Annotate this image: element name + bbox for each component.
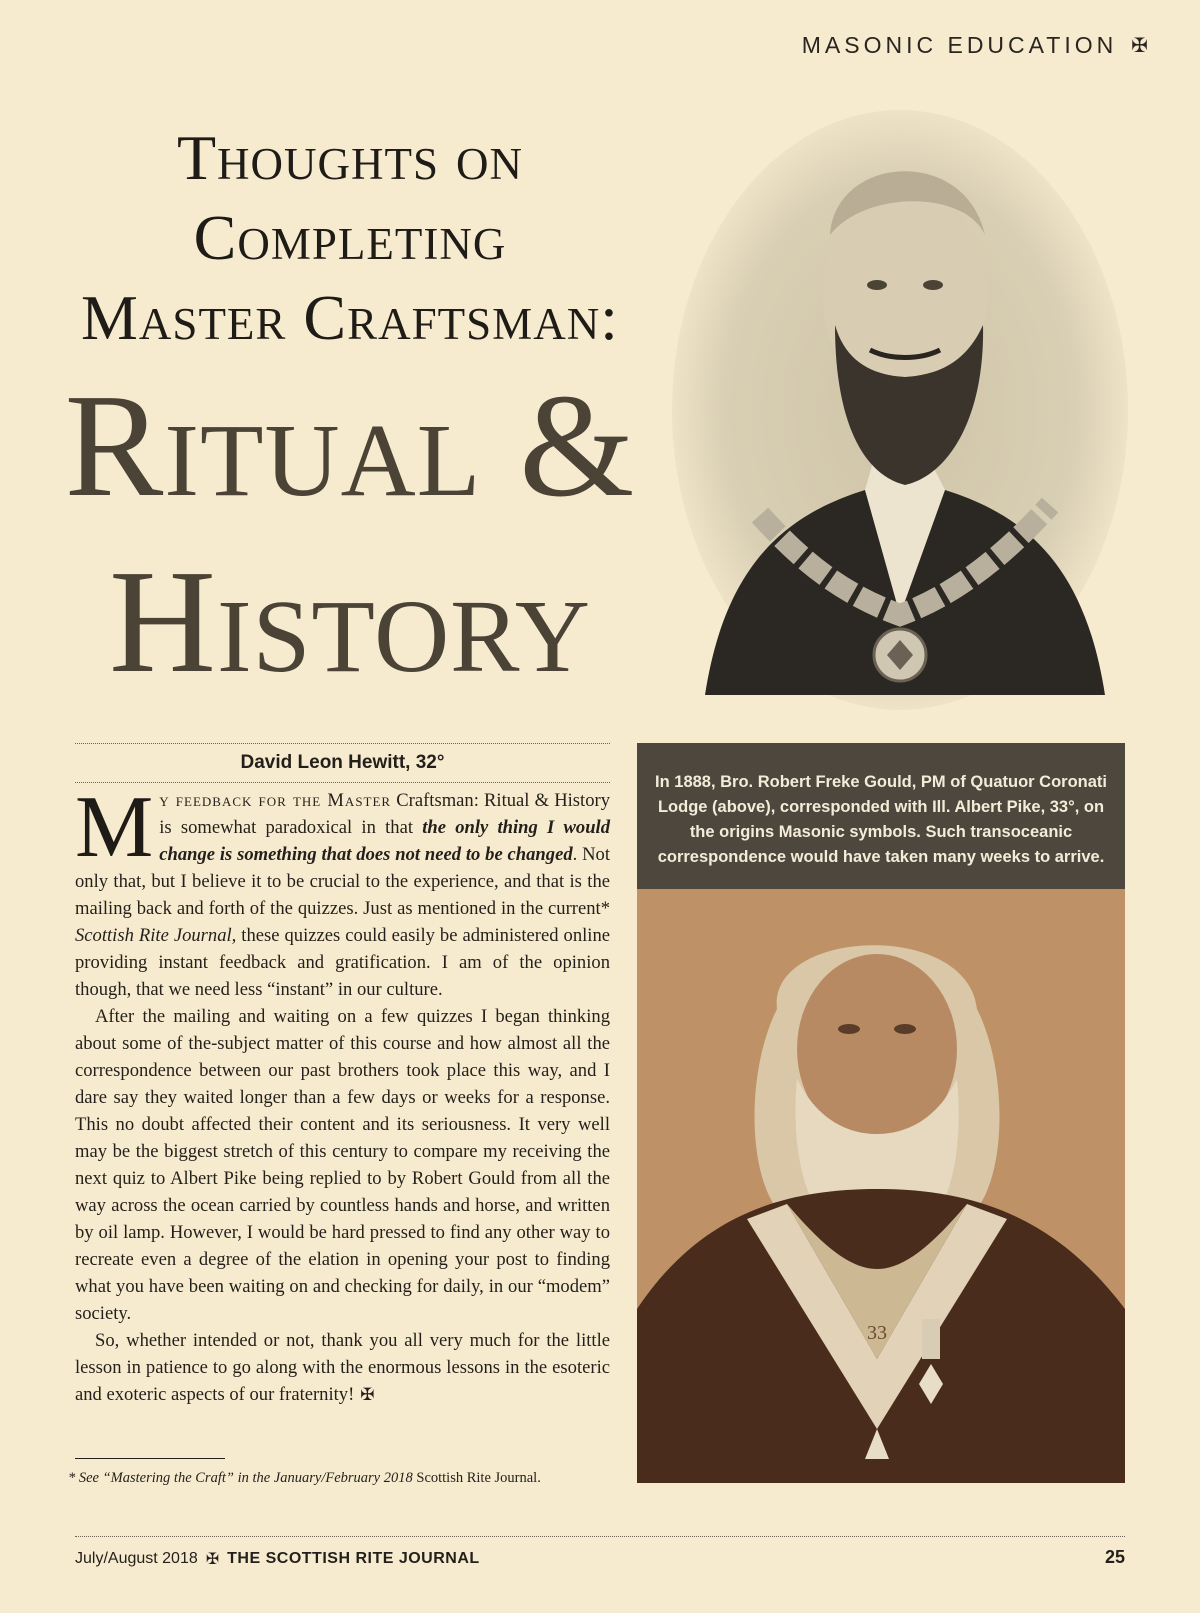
title-line-2: Completing	[193, 202, 507, 273]
badge-33-text: 33	[867, 1322, 887, 1344]
sepia-photo-portrait-icon	[637, 889, 1125, 1483]
footnote-rule	[75, 1458, 225, 1459]
title-line-3: Master Craftsman:	[81, 282, 619, 353]
section-label-text: MASONIC EDUCATION	[801, 32, 1118, 58]
maltese-cross-icon: ✠	[1131, 35, 1152, 57]
p1-text-a: Craftsman: Ritual & History is somewhat paradoxical in that	[159, 790, 610, 838]
footnote-roman: Scottish Rite Journal.	[412, 1470, 541, 1486]
lead-caps: y feedback for the Master	[159, 790, 392, 811]
footer-rule	[75, 1536, 1125, 1537]
footer-cross-icon: ✠	[205, 1551, 220, 1568]
dropcap: M	[75, 779, 154, 876]
end-mark-icon: ✠	[360, 1385, 375, 1404]
byline-rule-bottom	[75, 782, 610, 783]
title-line-4: Ritual &	[64, 364, 636, 528]
footnote	[68, 1470, 628, 1487]
title-line-5: History	[109, 540, 591, 704]
article-title	[60, 118, 640, 710]
p1-emphasis: the only thing I would change is something that does not need to be changed	[159, 817, 610, 865]
footer-issue: July/August 2018	[75, 1550, 198, 1567]
p3-text: So, whether intended or not, thank you all very much for the little lesson in patience to go along with the enormous lessons in the esoteric and exoteric aspects of our fraternity!	[75, 1330, 610, 1405]
title-line-1: Thoughts on	[176, 122, 524, 193]
p1-journal-title: Scottish Rite Journal,	[75, 925, 237, 946]
section-label	[802, 32, 1152, 59]
p1-text-b: . Not only that, but I believe it to be crucial to the experience, and that is the mailing back and forth of the quizzes. Just as mentioned in the current*	[75, 844, 611, 919]
paragraph-1	[75, 779, 611, 1003]
footer-folio	[75, 1549, 480, 1569]
article-body	[75, 779, 611, 1408]
byline-rule-top	[75, 743, 610, 744]
engraved-portrait-icon	[665, 95, 1135, 715]
paragraph-2: After the mailing and waiting on a few quizzes I began thinking about some of the-subject matter of this course and how almost all the correspondence between our past brothers took place this way, and I dare say they waited longer than a few days or weeks for a response. This no doubt affected their content and its seriousness. It very well may be the biggest stretch of this century to compare my receiving the next quiz to Albert Pike being replied to by Robert Gould from all the way across the ocean carried by countless hands and horse, and written by oil lamp. However, I would be hard pressed to find any other way to recreate even a degree of the elation in opening your post to finding what you have been waiting on and checking for daily, in our “modem” society.	[75, 1006, 610, 1324]
byline: David Leon Hewitt, 32°	[240, 752, 445, 773]
page-number: 25	[1104, 1547, 1125, 1567]
photo-caption: In 1888, Bro. Robert Freke Gould, PM of Quatuor Coronati Lodge (above), corresponded with Ill. Albert Pike, 33°, on the origins Masonic symbols. Such transoceanic correspondence would have taken many weeks to arrive.	[637, 743, 1125, 889]
footer-journal: THE SCOTTISH RITE JOURNAL	[227, 1550, 480, 1567]
p1-text-c: these quizzes could easily be administered online providing instant feedback and gratification. I am of the opinion though, that we need less “instant” in our culture.	[75, 925, 610, 1000]
paragraph-3	[75, 1327, 610, 1408]
footnote-italic: * See “Mastering the Craft” in the January/February 2018	[68, 1470, 413, 1486]
